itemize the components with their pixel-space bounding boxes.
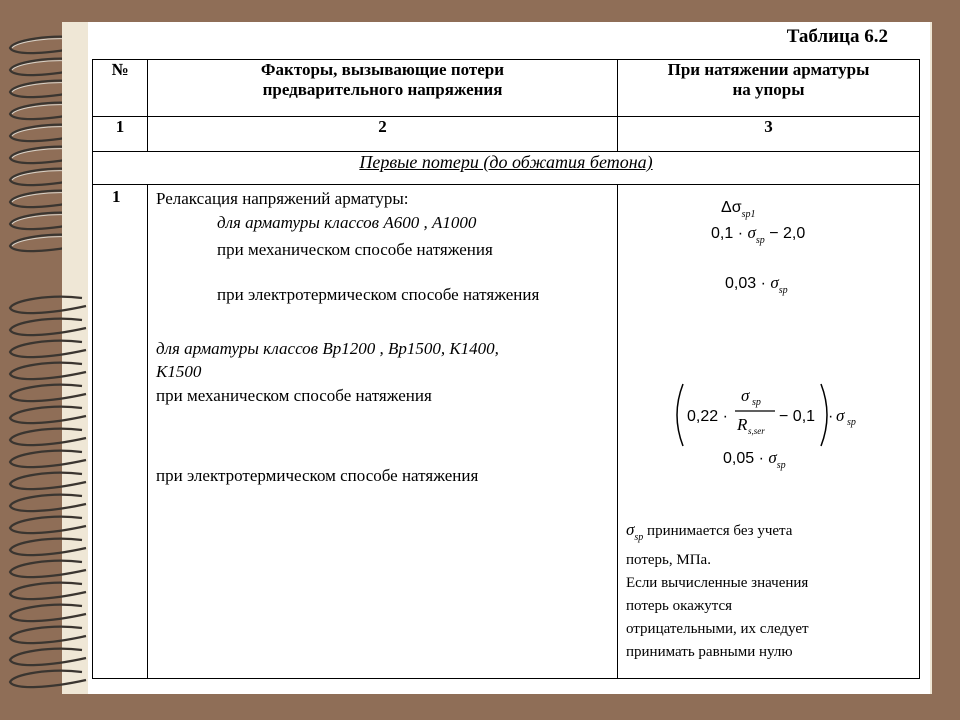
factors-cell bbox=[148, 185, 618, 679]
close-paren bbox=[821, 384, 827, 446]
f1-sigma: σ bbox=[747, 223, 756, 242]
f4-sigma: σ bbox=[768, 448, 777, 467]
note-line1: принимается без учета bbox=[643, 523, 793, 539]
column-number-row bbox=[93, 117, 920, 152]
loss-symbol bbox=[721, 199, 755, 220]
open-paren bbox=[677, 384, 683, 446]
f3-tail: − 0,1 bbox=[779, 408, 816, 425]
mechanical-method-2: при механическом способе натяжения bbox=[156, 386, 432, 405]
f2-coef: 0,03 · bbox=[725, 275, 766, 292]
f4-coef: 0,05 · bbox=[723, 450, 764, 467]
class-b-label-line1: для арматуры классов Bp1200 , Bp1500, K1400, bbox=[156, 339, 499, 358]
electrothermal-method-1: при электротермическом способе натяжения bbox=[217, 285, 540, 304]
delta-sigma-sub: sp1 bbox=[741, 209, 756, 220]
section-title: Первые потери (до обжатия бетона) bbox=[93, 152, 920, 185]
relaxation-title: Релаксация напряжений арматуры: bbox=[156, 189, 409, 208]
note-line2: потерь, МПа. bbox=[626, 552, 711, 568]
formula-electrothermal-a bbox=[725, 273, 788, 296]
f3-num-sigma: σ bbox=[741, 386, 750, 405]
formulas-cell bbox=[618, 185, 920, 679]
formula-electrothermal-b bbox=[723, 448, 786, 471]
electrothermal-method-2: при электротермическом способе натяжения bbox=[156, 466, 479, 485]
f3-den-sub: s,ser bbox=[748, 426, 765, 436]
f3-lead: 0,22 · bbox=[687, 408, 728, 425]
note-line4: потерь окажутся bbox=[626, 598, 733, 614]
document-page bbox=[88, 22, 930, 694]
f1-sub: sp bbox=[755, 235, 765, 246]
header-factors-line1: Факторы, вызывающие потери bbox=[260, 60, 505, 79]
header-number: № bbox=[93, 60, 148, 117]
header-factors-line2: предварительного напряжения bbox=[262, 80, 503, 99]
formula-mechanical-b bbox=[673, 380, 868, 450]
header-tensioning-line2: на упоры bbox=[732, 80, 805, 99]
header-row bbox=[93, 60, 920, 117]
f2-sigma: σ bbox=[770, 273, 779, 292]
mechanical-method-1: при механическом способе натяжения bbox=[217, 240, 493, 259]
f4-sub: sp bbox=[776, 460, 786, 471]
column-number: 2 bbox=[148, 117, 618, 152]
header-factors bbox=[148, 60, 618, 117]
table-row bbox=[93, 185, 920, 679]
f1-tail: − 2,0 bbox=[769, 225, 806, 242]
class-a-label: для арматуры классов А600 , А1000 bbox=[217, 213, 477, 232]
row-number-cell bbox=[93, 185, 148, 679]
f2-sub: sp bbox=[778, 285, 788, 296]
note-line5: отрицательными, их следует bbox=[626, 621, 809, 637]
table-caption: Таблица 6.2 bbox=[786, 26, 888, 47]
column-number: 3 bbox=[618, 117, 920, 152]
losses-table bbox=[92, 59, 920, 679]
class-b-label-line2: K1500 bbox=[156, 362, 202, 381]
delta-sigma: Δσ bbox=[721, 199, 742, 216]
formula-mechanical-a bbox=[711, 223, 805, 246]
note-block bbox=[626, 518, 916, 664]
f1-coef: 0,1 · bbox=[711, 225, 744, 242]
note-line3: Если вычисленные значения bbox=[626, 575, 809, 591]
section-row bbox=[93, 152, 920, 185]
row-number: 1 bbox=[112, 187, 121, 206]
f3-mult: · bbox=[828, 408, 834, 425]
note-line6: принимать равными нулю bbox=[626, 644, 793, 660]
column-number: 1 bbox=[93, 117, 148, 152]
note-sub: sp bbox=[634, 532, 644, 543]
spiral-binding-bottom bbox=[0, 290, 100, 690]
f3-sub: sp bbox=[847, 417, 856, 428]
f3-num-sub: sp bbox=[752, 397, 761, 408]
f3-den-r: R bbox=[737, 415, 748, 434]
header-tensioning-line1: При натяжении арматуры bbox=[667, 60, 870, 79]
f3-sigma: σ bbox=[836, 406, 845, 425]
note-sigma: σ bbox=[626, 520, 635, 539]
header-tensioning bbox=[618, 60, 920, 117]
